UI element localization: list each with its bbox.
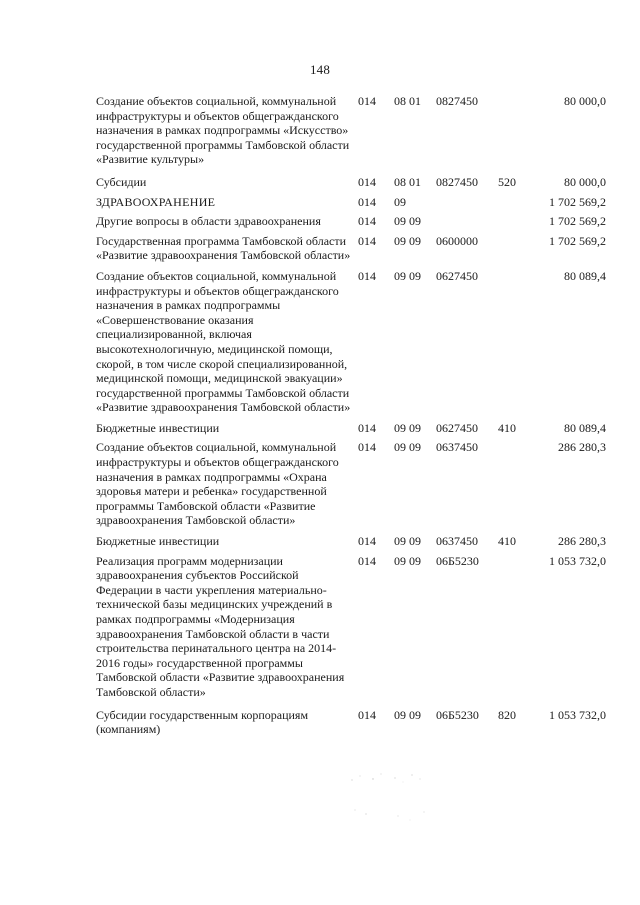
row-section-code: 09 09: [394, 534, 421, 549]
row-expense-type-code: [498, 269, 532, 421]
row-target-code: 0637450: [436, 534, 478, 549]
table-row: [96, 440, 606, 534]
row-expense-type-code: [498, 234, 532, 269]
row-name: Бюджетные инвестиции: [96, 420, 220, 435]
row-name: Реализация программ модернизации здравоохранения субъектов Российской Федерации в части укрепления материально-технической базы медицинских учреждений в рамках подпрограммы «Модернизация здравоохранения Тамбовской области в части строительства перинатального центра на 2014-2016 годы» государственной программы Тамбовской области «Развитие здравоохранения Тамбовской области»: [96, 553, 345, 699]
row-section-code: 09 09: [394, 553, 421, 568]
table-row: [96, 195, 606, 215]
table-row: [96, 708, 606, 737]
row-grbs-code: 014: [358, 534, 376, 549]
row-expense-type-code: 410: [498, 420, 516, 435]
row-name: ЗДРАВООХРАНЕНИЕ: [96, 194, 216, 209]
row-target-code: 0827450: [436, 174, 478, 189]
row-target-code: 0627450: [436, 268, 478, 283]
row-expense-type-code: [498, 94, 532, 175]
row-amount: 1 702 569,2: [549, 194, 606, 209]
row-amount: 1 702 569,2: [549, 214, 606, 229]
row-grbs-code: 014: [358, 233, 376, 248]
row-target-code: 06Б5230: [436, 553, 479, 568]
row-target-code: [436, 214, 498, 234]
row-amount: 80 089,4: [564, 268, 606, 283]
row-amount: 1 053 732,0: [549, 707, 606, 722]
row-section-code: 09 09: [394, 707, 421, 722]
row-name: Создание объектов социальной, коммунальной инфраструктуры и объектов общегражданского назначения в рамках подпрограммы «Искусство» государственной программы Тамбовской области «Развитие культуры»: [96, 94, 350, 167]
row-amount: 286 280,3: [558, 440, 606, 455]
row-section-code: 09 09: [394, 420, 421, 435]
row-grbs-code: 014: [358, 174, 376, 189]
row-expense-type-code: 820: [498, 707, 516, 722]
row-amount: 1 053 732,0: [549, 553, 606, 568]
row-target-code: 06Б5230: [436, 707, 479, 722]
table-row: [96, 234, 606, 269]
row-expense-type-code: 410: [498, 534, 516, 549]
table-row: [96, 214, 606, 234]
row-amount: 80 000,0: [564, 174, 606, 189]
table-row: [96, 269, 606, 421]
row-grbs-code: 014: [358, 440, 376, 455]
row-grbs-code: 014: [358, 420, 376, 435]
row-section-code: 09 09: [394, 214, 421, 229]
row-expense-type-code: 520: [498, 174, 516, 189]
table-row: [96, 94, 606, 175]
row-grbs-code: 014: [358, 94, 376, 108]
row-expense-type-code: [498, 195, 532, 215]
budget-table: [96, 94, 606, 737]
row-name: Другие вопросы в области здравоохранения: [96, 214, 321, 229]
row-section-code: 09 09: [394, 233, 421, 248]
row-expense-type-code: [498, 440, 532, 534]
row-expense-type-code: [498, 554, 532, 708]
row-name: Субсидии: [96, 174, 147, 189]
row-name: Государственная программа Тамбовской области «Развитие здравоохранения Тамбовской области»: [96, 233, 351, 263]
row-name: Создание объектов социальной, коммунальной инфраструктуры и объектов общегражданского назначения в рамках подпрограммы «Охрана здоровья матери и ребенка» государственной программы Тамбовской области «Развитие здравоохранения Тамбовской области»: [96, 440, 339, 528]
row-section-code: 09 09: [394, 268, 421, 283]
row-target-code: 0827450: [436, 94, 478, 108]
row-section-code: 08 01: [394, 94, 421, 108]
row-section-code: 09 09: [394, 440, 421, 455]
row-name: Бюджетные инвестиции: [96, 534, 220, 549]
table-row: [96, 175, 606, 195]
row-amount: 80 000,0: [564, 94, 606, 108]
row-section-code: 09: [394, 194, 406, 209]
row-section-code: 08 01: [394, 174, 421, 189]
row-name: Субсидии государственным корпорациям (компаниям): [96, 707, 309, 737]
row-grbs-code: 014: [358, 214, 376, 229]
row-target-code: 0627450: [436, 420, 478, 435]
table-row: [96, 554, 606, 708]
row-amount: 286 280,3: [558, 534, 606, 549]
row-amount: 1 702 569,2: [549, 233, 606, 248]
row-expense-type-code: [498, 214, 532, 234]
row-grbs-code: 014: [358, 707, 376, 722]
table-row: [96, 534, 606, 554]
table-row: [96, 421, 606, 441]
row-target-code: 0600000: [436, 233, 478, 248]
row-grbs-code: 014: [358, 268, 376, 283]
row-target-code: 0637450: [436, 440, 478, 455]
row-amount: 80 089,4: [564, 420, 606, 435]
scan-noise: [340, 770, 440, 830]
page-number: 148: [309, 62, 331, 77]
row-target-code: [436, 195, 498, 215]
row-grbs-code: 014: [358, 194, 376, 209]
row-name: Создание объектов социальной, коммунальной инфраструктуры и объектов общегражданского назначения в рамках подпрограммы «Совершенствование оказания специализированной, включая высокотехнологичную, медицинской помощи, скорой, в том числе скорой специализированной, медицинской помощи, медицинской эвакуации» государственной программы Тамбовской области «Развитие здравоохранения Тамбовской области»: [96, 268, 351, 415]
row-grbs-code: 014: [358, 553, 376, 568]
